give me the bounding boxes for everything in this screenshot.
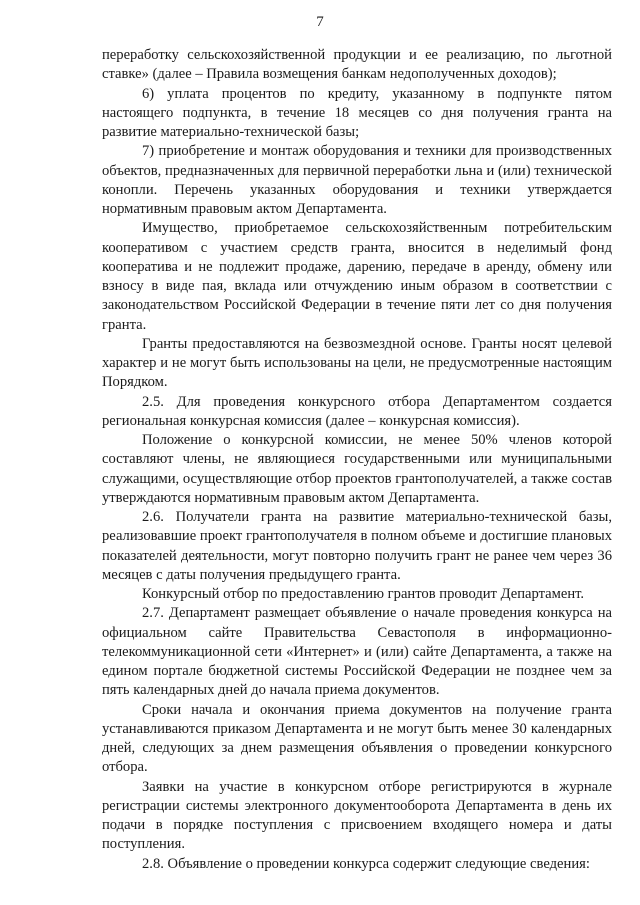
paragraph-grants-basis: Гранты предоставляются на безвозмездной основе. Гранты носят целевой характер и не могут быть использованы на цели, не предусмотренные настоящим Порядком. [102,335,612,391]
paragraph-continuation: переработку сельскохозяйственной продукции и ее реализацию, по льготной ставке» (далее – Правила возмещения банкам недополученных доходов); [102,47,612,83]
paragraph-item-6: 6) уплата процентов по кредиту, указанному в подпункте пятом настоящего подпункта, в течение 18 месяцев со дня получения гранта на развитие материально-технической базы; [102,85,612,140]
paragraph-commission-regulation: Положение о конкурсной комиссии, не менее 50% членов которой составляют члены, не являющиеся государственными или муниципальными служащими, осуществляющие отбор проектов грантополучателей, а также состав утверждаются нормативным правовым актом Департамента. [102,432,612,506]
paragraph-property: Имущество, приобретаемое сельскохозяйственным потребительским кооперативом с участием средств гранта, вносится в неделимый фонд кооператива и не подлежит продаже, дарению, передаче в аренду, обмену или взносу в виде пая, вклада или отчуждению иным образом в соответствии с законодательством Российской Федерации в течение пяти лет со дня получения гранта. [102,220,612,333]
paragraph-item-7: 7) приобретение и монтаж оборудования и техники для производственных объектов, предназначенных для первичной переработки льна и (или) технической конопли. Перечень указанных оборудования и техники утверждается нормативным правовым актом Департамента. [102,143,612,217]
paragraph-selection-department: Конкурсный отбор по предоставлению грантов проводит Департамент. [142,586,585,602]
paragraph-2-6: 2.6. Получатели гранта на развитие материально-технической базы, реализовавшие проект грантополучателя в полном объеме и достигшие плановых показателей деятельности, могут повторно получить грант не ранее чем через 36 месяцев с даты получения предыдущего гранта. [102,509,612,583]
paragraph-2-8: 2.8. Объявление о проведении конкурса содержит следующие сведения: [142,855,590,872]
paragraph-deadlines: Сроки начала и окончания приема документов на получение гранта устанавливаются приказом Департамента и не могут быть менее 30 календарных дней, следующих за днем размещения объявления о проведении конкурсного отбора. [102,701,612,776]
page-number: 7 [316,14,324,30]
paragraph-2-5: 2.5. Для проведения конкурсного отбора Департаментом создается региональная конкурсная комиссия (далее – конкурсная комиссия). [102,393,612,429]
paragraph-2-7: 2.7. Департамент размещает объявление о начале проведения конкурса на официальном сайте Правительства Севастополя в информационно-телекоммуникационной сети «Интернет» и (или) сайте Департамента, а также на едином портале бюджетной системы Российской Федерации не позднее чем за пять календарных дней до начала приема документов. [102,605,612,699]
paragraph-registration: Заявки на участие в конкурсном отборе регистрируются в журнале регистрации системы электронного документооборота Департамента в день их подачи в порядке поступления с присвоением входящего номера и даты поступления. [102,778,612,853]
document-body [102,46,612,874]
